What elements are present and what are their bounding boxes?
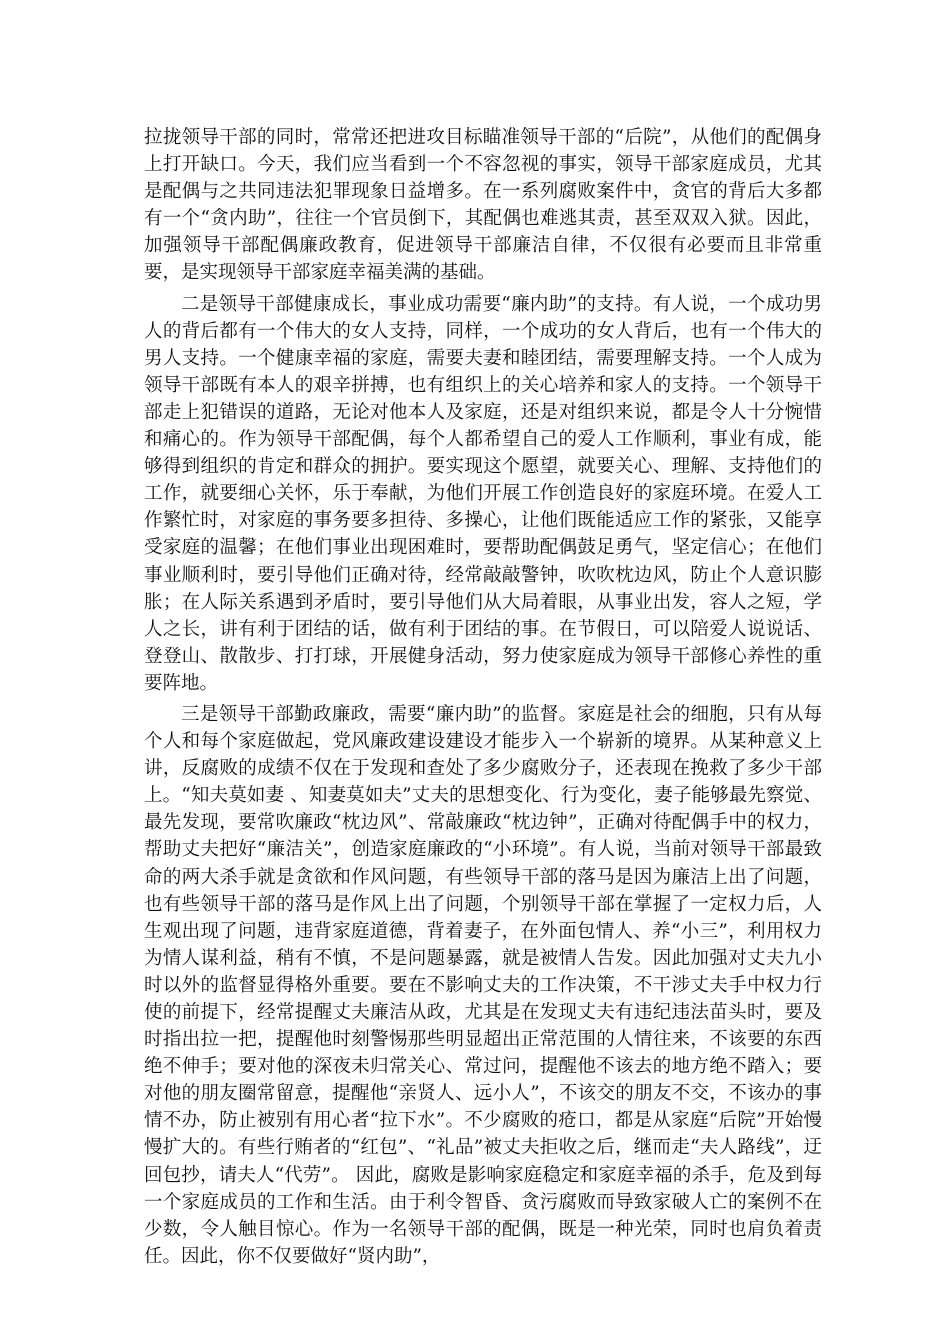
document-body [144, 124, 822, 1270]
paragraph-point-three: 三是领导干部勤政廉政，需要“廉内助”的监督。家庭是社会的细胞，只有从每个人和每个家庭做起，党风廉政建设建设才能步入一个崭新的境界。从某种意义上讲，反腐败的成绩不仅在于发现和查处了多少腐败分子，还表现在挽救了多少干部上。“知夫莫如妻 、知妻莫如夫”丈夫的思想变化、行为变化，妻子能够最先察觉、最先发现，要常吹廉政“枕边风”、常敲廉政“枕边钟”，正确对待配偶手中的权力，帮助丈夫把好“廉洁关”，创造家庭廉政的“小环境”。有人说，当前对领导干部最致命的两大杀手就是贪欲和作风问题，有些领导干部的落马是因为廉洁上出了问题，也有些领导干部的落马是作风上出了问题，个别领导干部在掌握了一定权力后，人生观出现了问题，违背家庭道德，背着妻子，在外面包情人、养“小三”，利用权力为情人谋利益，稍有不慎，不是问题暴露，就是被情人告发。因此加强对丈夫九小时以外的监督显得格外重要。要在不影响丈夫的工作决策，不干涉丈夫手中权力行使的前提下，经常提醒丈夫廉洁从政，尤其是在发现丈夫有违纪违法苗头时，要及时指出拉一把，提醒他时刻警惕那些明显超出正常范围的人情往来，不该要的东西绝不伸手；要对他的深夜未归常关心、常过问，提醒他不该去的地方绝不踏入；要对他的朋友圈常留意，提醒他“亲贤人、远小人”，不该交的朋友不交，不该办的事情不办，防止被别有用心者“拉下水”。不少腐败的疮口，都是从家庭“后院”开始慢慢扩大的。有些行贿者的“红包”、“礼品”被丈夫拒收之后，继而走“夫人路线”，迂回包抄，请夫人“代劳”。 因此，腐败是影响家庭稳定和家庭幸福的杀手，危及到每一个家庭成员的工作和生活。由于利令智昏、贪污腐败而导致家破人亡的案例不在少数，令人触目惊心。作为一名领导干部的配偶，既是一种光荣，同时也肩负着责任。因此，你不仅要做好“贤内助”， [144, 703, 822, 1267]
paragraph-continuation: 拉拢领导干部的同时，常常还把进攻目标瞄准领导干部的“后院”，从他们的配偶身上打开缺口。今天，我们应当看到一个不容忽视的事实，领导干部家庭成员，尤其是配偶与之共同违法犯罪现象日益增多。在一系列腐败案件中，贪官的背后大多都有一个“贪内助”，往往一个官员倒下，其配偶也难逃其责，甚至双双入狱。因此，加强领导干部配偶廉政教育，促进领导干部廉洁自律，不仅很有必要而且非常重要，是实现领导干部家庭幸福美满的基础。 [144, 127, 822, 284]
paragraph-point-two: 二是领导干部健康成长，事业成功需要“廉内助”的支持。有人说，一个成功男人的背后都有一个伟大的女人支持，同样，一个成功的女人背后，也有一个伟大的男人支持。一个健康幸福的家庭，需要夫妻和睦团结，需要理解支持。一个人成为领导干部既有本人的艰辛拼搏，也有组织上的关心培养和家人的支持。一个领导干部走上犯错误的道路，无论对他本人及家庭，还是对组织来说，都是令人十分惋惜和痛心的。作为领导干部配偶，每个人都希望自己的爱人工作顺利，事业有成，能够得到组织的肯定和群众的拥护。要实现这个愿望，就要关心、理解、支持他们的工作，就要细心关怀，乐于奉献，为他们开展工作创造良好的家庭环境。在爱人工作繁忙时，对家庭的事务要多担待、多操心，让他们既能适应工作的紧张，又能享受家庭的温馨；在他们事业出现困难时，要帮助配偶鼓足勇气，坚定信心；在他们事业顺利时，要引导他们正确对待，经常敲敲警钟，吹吹枕边风，防止个人意识膨胀；在人际关系遇到矛盾时，要引导他们从大局着眼，从事业出发，容人之短，学人之长，讲有利于团结的话，做有利于团结的事。在节假日，可以陪爱人说说话、登登山、散散步、打打球，开展健身活动，努力使家庭成为领导干部修心养性的重要阵地。 [144, 293, 822, 694]
